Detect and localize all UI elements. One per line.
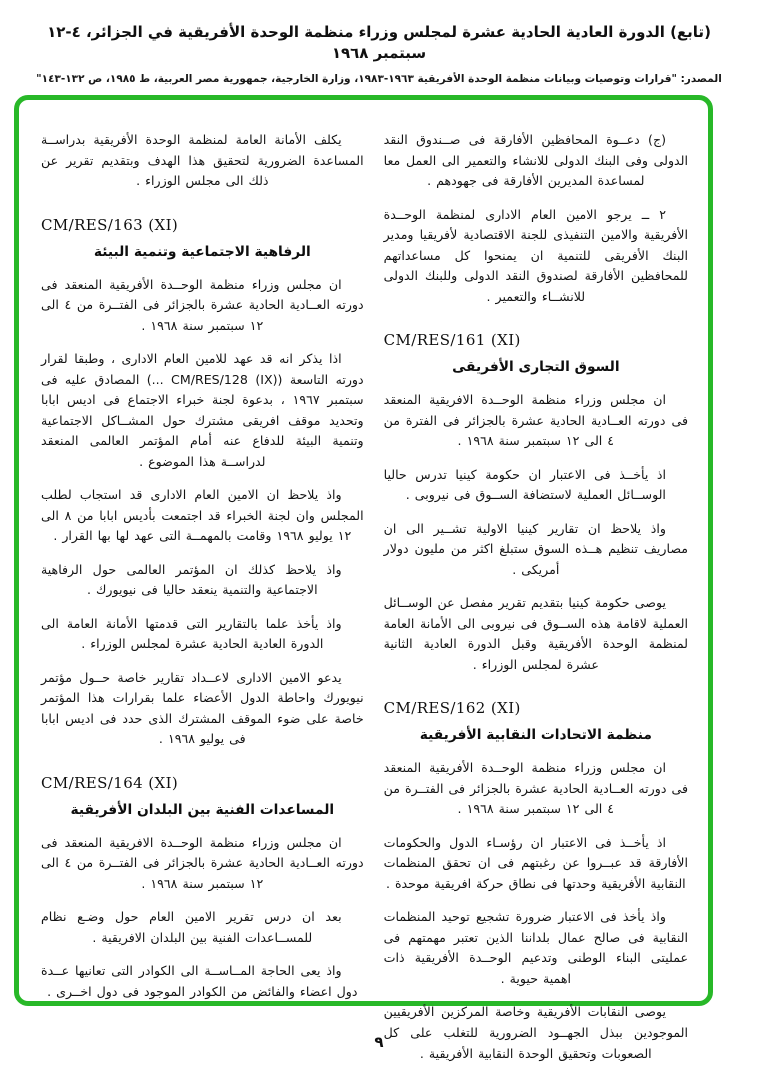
paragraph: واذ يأخذ فى الاعتبار ضرورة تشجيع توحيد المنظمات النقابية فى صالح عمال بلداننا الذين تعتبر مهمتهم فى عمليتى البناء الوطنى وتدعيم الوحــدة الأفريقية ذات اهمية حيوية . <box>383 909 688 986</box>
page-number: ٩ <box>374 1033 384 1051</box>
section-heading: المساعدات الفنية بين البلدان الأفريقية <box>70 801 335 818</box>
paragraph: واذ يلاحظ ان تقارير كينيا الاولية تشــير الى ان مصاريف تنظيم هــذه السوق ستبلغ اكثر من مليون دولار أمريكى . <box>383 520 688 577</box>
paragraph: ان مجلس وزراء منظمة الوحــدة الافريقية المنعقد فى دورته العــادية الحادية عشرة بالجزائر فى الفترة من ٤ الى ١٢ سبتمبر سنة ١٩٦٨ . <box>383 392 688 449</box>
paragraph: ٢ ــ يرجو الامين العام الادارى لمنظمة الوحــدة الأفريقية والامين التنفيذى للجنة الاقتصادية لأفريقيا ومدير البنك الأفريقى للتنمية ان يمنحوا كل مساعداتهم للمحافظين الأفارقة لصندوق النقد الدولى وللبنك الدولى للانشــاء والتعمير . <box>383 206 688 304</box>
paragraph: ان مجلس وزراء منظمة الوحــدة الأفريقية المنعقد فى دورته العــادية الحادية عشرة بالجزائر فى الفتــرة من ٤ الى ١٢ سبتمبر سنة ١٩٦٨ . <box>383 760 688 817</box>
green-border-box <box>14 95 713 1061</box>
resolution-code: CM/RES/163 (XI) <box>41 215 179 234</box>
paragraph: واذ يلاحظ كذلك ان المؤتمر العالمى حول الرفاهية الاجتماعية والتنمية ينعقد حاليا فى نيويورك . <box>41 561 342 598</box>
paragraph: ان مجلس وزراء منظمة الوحــدة الافريقية المنعقد فى دورته العــادية الحادية عشرة بالجزائر فى الفتــرة من ٤ الى ١٢ سبتمبر سنة ١٩٦٨ . <box>41 834 364 891</box>
resolution-code: CM/RES/161 (XI) <box>383 331 521 350</box>
paragraph: واذ يأخذ علما بالتقارير التى قدمتها الأمانة العامة الى الدورة العادية الحادية عشرة لمجلس الوزراء . <box>41 615 342 652</box>
section-heading: الرفاهية الاجتماعية وتنمية البيئة <box>93 243 311 260</box>
paragraph: يوصى حكومة كينيا بتقديم تقرير مفصل عن الوســائل العملية لاقامة هذه الســوق فى نيروبى الى الأمانة العامة لمنظمة الوحدة الأفريقية وقبل الدورة العادية الثانية عشرة لمجلس الوزراء . <box>383 595 688 672</box>
resolution-code: CM/RES/162 (XI) <box>383 699 521 718</box>
resolution-code: CM/RES/164 (XI) <box>41 773 179 792</box>
section-heading: السوق التجارى الأفريقى <box>452 359 620 376</box>
section-heading: منظمة الاتحادات النقابية الأفريقية <box>419 727 652 744</box>
paragraph: يكلف الأمانة العامة لمنظمة الوحدة الأفريقية بدراســة المساعدة الضرورية لتحقيق هذا الهدف وبتقديم تقرير عن ذلك الى مجلس الوزراء . <box>41 132 364 189</box>
paragraph: واذ يلاحظ ان الامين العام الادارى قد استجاب لطلب المجلس وان لجنة الخبراء قد اجتمعت بأديس ابابا من ٨ الى ١٢ يوليو ١٩٦٨ وقامت بالمهمــة التى عهد لها بها القرار . <box>41 487 364 544</box>
page-title: (تابع) الدورة العادية الحادية عشرة لمجلس وزراء منظمة الوحدة الأفريقية في الجزائر، ٤-١٢ سبتمبر ١٩٦٨ <box>47 23 711 62</box>
paragraph: واذ يعى الحاجة المــاســة الى الكوادر التى تعانيها عــدة دول اعضاء والفائض من الكوادر الموجود فى دول اخــرى . <box>41 963 358 999</box>
two-column-layout <box>19 100 708 1061</box>
paragraph: اذ يأخــذ فى الاعتبار ان رؤسـاء الدول والحكومات الأفارقة قد عبــروا عن رغبتهم فى ان تحقق المنظمات النقابية الأفريقية وحدتها فى نطاق حركة افريقية موحدة . <box>383 834 688 891</box>
paragraph: يدعو الامين الادارى لاعــداد تقارير خاصة حــول مؤتمر نيويورك واحاطة الدول الأعضاء علما بقرارات هذا المؤتمر خاصة على ضوء الموقف المشترك الذى حدد فى اديس ابابا فى يوليو ١٩٦٨ . <box>41 669 364 747</box>
paragraph: ان مجلس وزراء منظمة الوحــدة الأفريقية المنعقد فى دورته العــادية الحادية عشرة بالجزائر فى الفتــرة من ٤ الى ١٢ سبتمبر سنة ١٩٦٨ . <box>41 276 364 333</box>
paragraph: بعد ان درس تقرير الامين العام حول وضـع نظام للمســاعدات الفنية بين البلدان الافريقية . <box>41 909 342 945</box>
paragraph: يوصى النقابات الأفريقية وخاصة المركزين الأفريقيين الموجودين ببذل الجهــود الضرورية للتغلب على كل الصعوبات وتحقيق الوحدة النقابية الأفريقية . <box>383 1004 688 1061</box>
document-header <box>0 0 758 85</box>
paragraph: اذا يذكر انه قد عهد للامين العام الادارى ، وطبقا لقرار دورته التاسعة (CM/RES/128 (IX) ...) المصادق عليه فى سبتمبر ١٩٦٧ ، بدعوة لجنة خبراء الاجتماع فى اديس ابابا وتحديد موقف افريقى مشترك حول المشــاكل الاجتماعية وتنمية البيئة للدفاع عنه أمام المؤتمر العالمى المنعقد لدراســة هذا الموضوع . <box>41 351 364 469</box>
source-citation: المصدر: "قرارات وتوصيات وبيانات منظمة الوحدة الأفريقية ١٩٦٣-١٩٨٣، وزارة الخارجية، جمهورية مصر العربية، ط ١٩٨٥، ص ١٣٢-١٤٣" <box>36 73 722 85</box>
paragraph: اذ يأخــذ فى الاعتبار ان حكومة كينيا تدرس حاليا الوســائل العملية لاستضافة الســوق فى نيروبى . <box>383 466 666 503</box>
paragraph: (ج) دعــوة المحافظين الأفارقة فى صــندوق النقد الدولى وفى البنك الدولى للانشاء والتعمير الى العمل معا لمساعدة المديرين الأفارقة فى جهودهم . <box>383 132 688 189</box>
column-left <box>41 130 364 999</box>
column-right <box>383 130 688 1061</box>
